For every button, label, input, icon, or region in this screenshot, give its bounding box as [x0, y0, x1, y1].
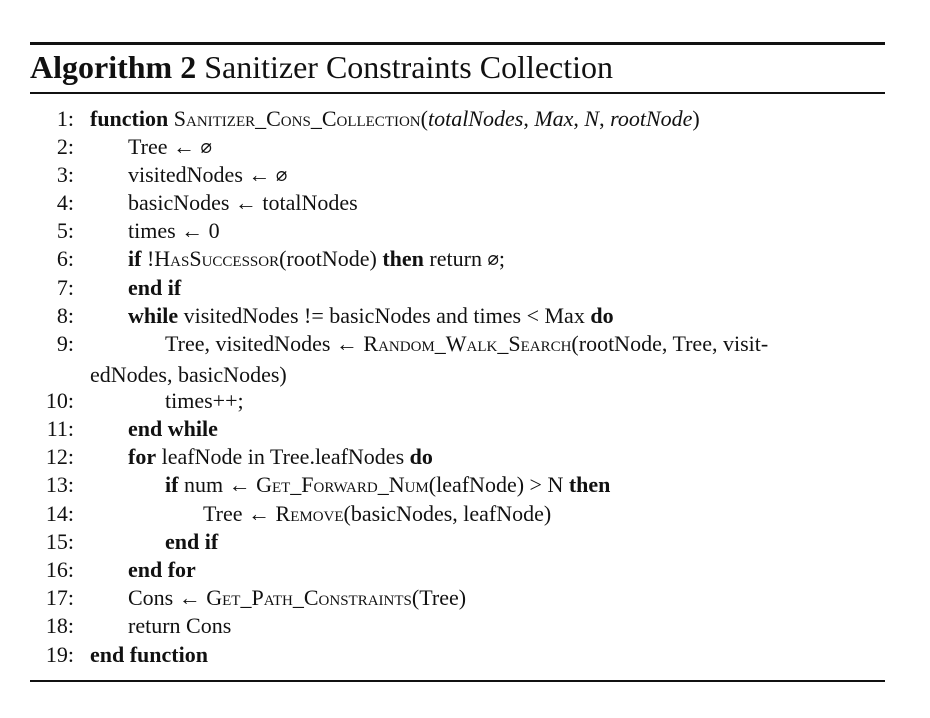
line-code [128, 133, 212, 162]
line-code [165, 330, 768, 358]
line-code [128, 217, 220, 245]
line-code [128, 556, 196, 584]
line-code [128, 612, 231, 640]
keyword: if [128, 246, 142, 271]
bottom-rule [30, 680, 885, 682]
line-number: 14: [45, 501, 74, 526]
code-text: num ← [178, 472, 257, 497]
line-number: 5: [56, 218, 74, 243]
procedure-name: HasSuccessor [154, 246, 280, 271]
line-number: 8: [56, 303, 74, 328]
line-code [165, 528, 218, 556]
procedure-name: Sanitizer_Cons_Collection [173, 106, 421, 131]
line-number: 7: [56, 275, 74, 300]
empty-set-symbol: ∅ [487, 249, 499, 271]
algorithm-caption [30, 46, 613, 88]
code-text: (Tree) [411, 585, 467, 610]
parameter: Max [534, 106, 574, 131]
code-text: Cons ← [128, 585, 207, 610]
keyword: end while [128, 416, 218, 441]
code-text: visitedNodes != basicNodes and times < Max [178, 303, 591, 328]
line-number: 1: [56, 106, 74, 131]
procedure-name: Get_Path_Constraints [206, 585, 412, 610]
keyword: end if [165, 529, 219, 554]
line-code [128, 302, 614, 330]
code-text: (basicNodes, leafNode) [343, 501, 552, 526]
line-number: 13: [45, 472, 74, 497]
procedure-name: Random_Walk_Search [363, 331, 572, 356]
line-code [128, 443, 433, 471]
keyword: end if [128, 275, 182, 300]
line-number: 4: [56, 190, 74, 215]
line-code [165, 471, 610, 499]
code-text: Tree ← [128, 134, 201, 159]
keyword: then [382, 246, 424, 271]
code-text: ; [498, 246, 506, 271]
keyword: do [590, 303, 614, 328]
parameter: rootNode [610, 106, 693, 131]
code-text: return [423, 246, 488, 271]
line-number: 3: [56, 162, 74, 187]
procedure-name: Remove [275, 501, 344, 526]
algorithm-label: Algorithm 2 [30, 49, 197, 85]
parameter: N [584, 106, 600, 131]
code-text: (leafNode) > N [428, 472, 569, 497]
code-text: leafNode in Tree.leafNodes [156, 444, 410, 469]
line-code [203, 500, 551, 528]
line-number: 2: [56, 134, 74, 159]
code-text: , [523, 106, 535, 131]
keyword: end function [90, 642, 208, 667]
empty-set-symbol: ∅ [200, 137, 212, 159]
code-text: Tree, visitedNodes ← [165, 331, 364, 356]
code-text: , [573, 106, 585, 131]
line-code [128, 189, 358, 217]
line-code [128, 415, 218, 443]
keyword: end for [128, 557, 196, 582]
code-text: Tree ← [203, 501, 276, 526]
line-number: 17: [45, 585, 74, 610]
code-text: ( [420, 106, 428, 131]
caption-rule [30, 92, 885, 94]
code-text: (rootNode, Tree, visit- [571, 331, 769, 356]
line-9-continuation: edNodes, basicNodes) [90, 362, 287, 387]
line-code [128, 245, 505, 274]
code-text: ) [692, 106, 700, 131]
code-text: basicNodes ← totalNodes [128, 190, 358, 215]
line-number: 15: [45, 529, 74, 554]
keyword: function [90, 106, 169, 131]
keyword: for [128, 444, 157, 469]
line-code [128, 274, 181, 302]
keyword: then [568, 472, 611, 497]
code-text: return Cons [128, 613, 232, 638]
line-number: 9: [56, 331, 74, 356]
keyword: while [128, 303, 179, 328]
line-code [128, 161, 287, 190]
line-number: 11: [46, 416, 74, 441]
top-rule [30, 42, 885, 45]
keyword: if [165, 472, 179, 497]
procedure-name: Get_Forward_Num [256, 472, 429, 497]
code-text: times++; [165, 388, 244, 413]
keyword: do [409, 444, 433, 469]
line-number: 12: [45, 444, 74, 469]
line-number: 18: [45, 613, 74, 638]
line-code [90, 641, 208, 669]
code-text: (rootNode) [279, 246, 383, 271]
line-code [90, 105, 700, 133]
code-text: visitedNodes ← [128, 162, 276, 187]
parameter: totalNodes [427, 106, 524, 131]
code-text: , [599, 106, 611, 131]
algorithm-title: Sanitizer Constraints Collection [204, 49, 614, 85]
line-code [165, 387, 244, 415]
line-number: 16: [45, 557, 74, 582]
line-number: 6: [56, 246, 74, 271]
empty-set-symbol: ∅ [275, 165, 288, 187]
line-code [128, 584, 466, 612]
code-text: times ← 0 [128, 218, 220, 243]
code-text: ! [141, 246, 155, 271]
line-number: 19: [45, 642, 74, 667]
line-number: 10: [45, 388, 74, 413]
